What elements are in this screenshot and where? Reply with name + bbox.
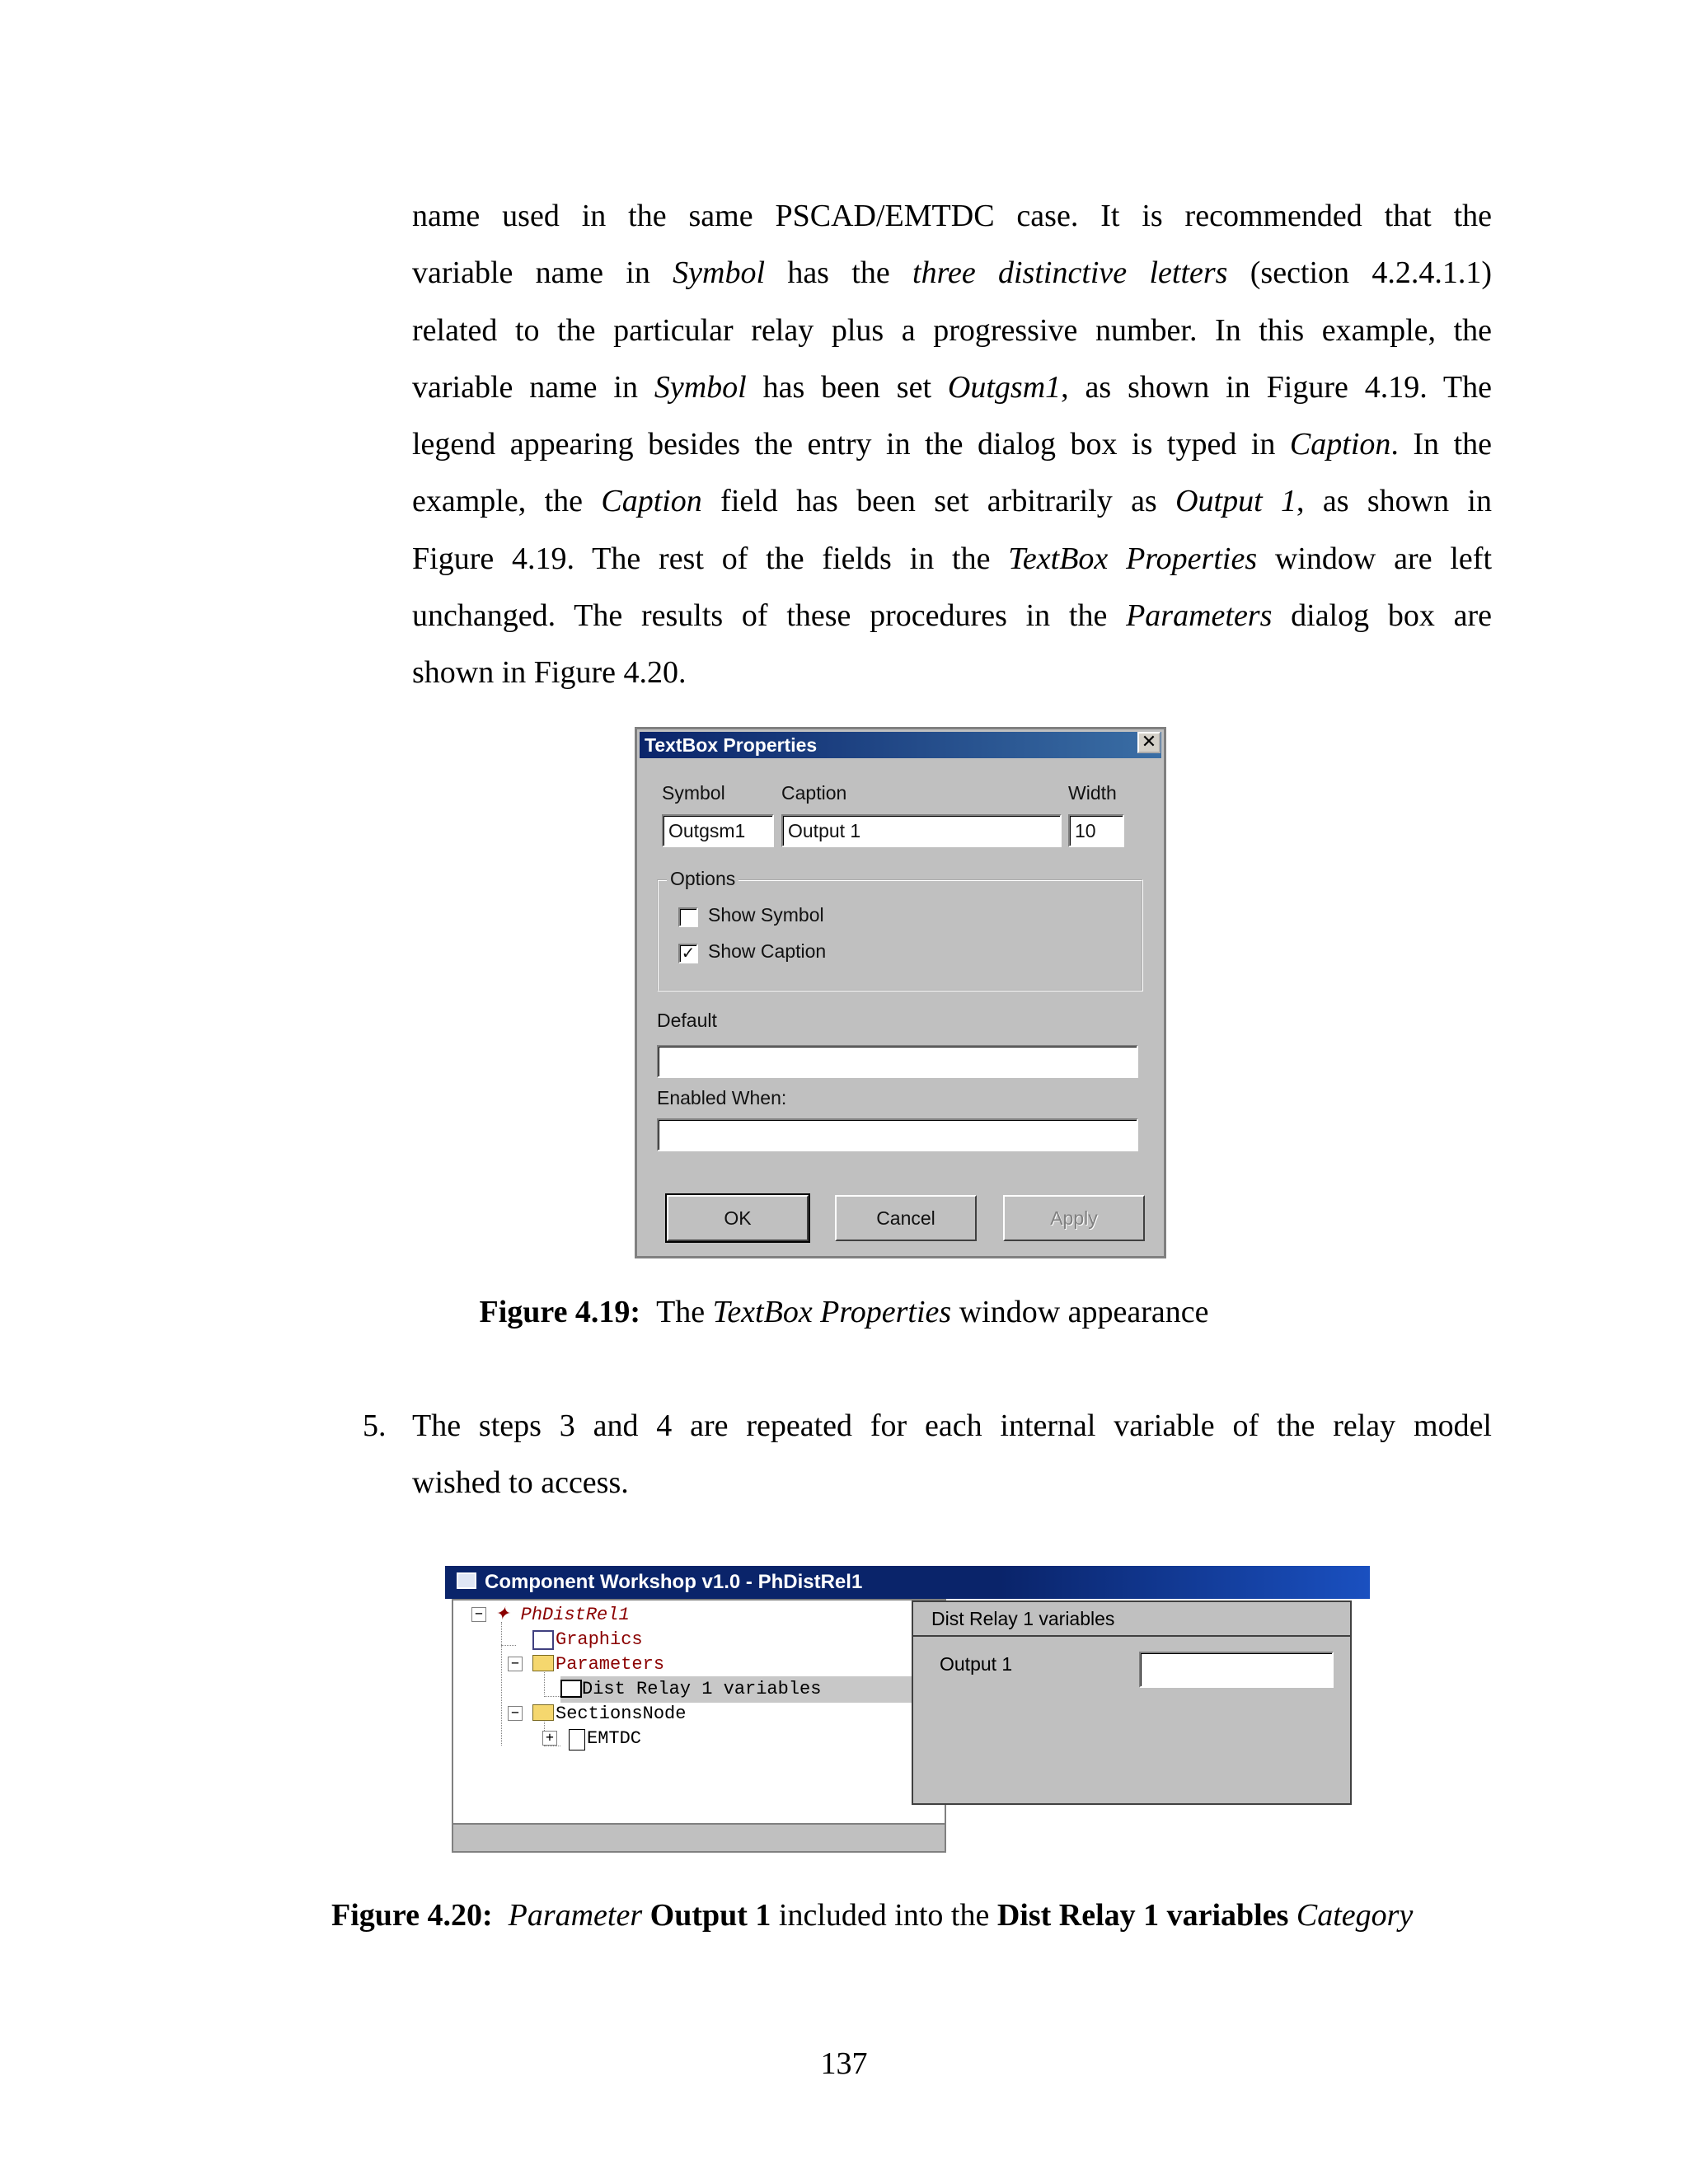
default-label: Default — [657, 1010, 717, 1031]
dialog-title: TextBox Properties — [645, 734, 818, 756]
category-panel — [912, 1601, 1352, 1805]
options-group — [657, 868, 1143, 991]
output-1-input[interactable] — [1139, 1652, 1334, 1688]
window-icon — [457, 1572, 476, 1589]
body-paragraph — [412, 188, 1492, 702]
paragraph-line: example, the Caption field has been set arbitrarily as Output 1, as shown in — [412, 484, 1492, 519]
paragraph-line: variable name in Symbol has the three distinctive letters (section 4.2.4.1.1) — [412, 255, 1493, 291]
paragraph-line: Figure 4.19. The rest of the fields in the TextBox Properties window are left — [412, 541, 1493, 576]
fig420-italic-2: Category — [1296, 1898, 1414, 1933]
page-number: 137 — [820, 2046, 868, 2081]
output-1-label: Output 1 — [940, 1653, 1013, 1675]
show-symbol-checkbox[interactable] — [678, 907, 698, 927]
paragraph-line: name used in the same PSCAD/EMTDC case. It is recommended that the — [412, 199, 1492, 233]
component-workshop-window — [445, 1564, 1370, 1853]
symbol-input[interactable]: Outgsm1 — [662, 814, 774, 847]
graphics-icon — [532, 1630, 554, 1650]
paragraph-line: legend appearing besides the entry in the dialog box is typed in Caption. In the — [412, 427, 1492, 462]
tree-root[interactable] — [495, 1602, 630, 1629]
tree-status-bar — [453, 1823, 945, 1851]
root-diamond-icon: ✦ — [495, 1605, 521, 1625]
figure-4-19-label: Figure 4.19: — [479, 1295, 641, 1329]
fig420-bold-2: Dist Relay 1 variables — [996, 1898, 1289, 1933]
category-header: Dist Relay 1 variables — [913, 1602, 1350, 1637]
caption-label: Caption — [781, 782, 847, 804]
category-icon — [560, 1680, 582, 1698]
folder-icon — [532, 1704, 554, 1721]
paragraph-line: unchanged. The results of these procedures in the Parameters dialog box are — [412, 598, 1492, 634]
symbol-label: Symbol — [662, 782, 725, 804]
tree-sections-node[interactable]: SectionsNode — [556, 1704, 687, 1724]
emtdc-expand-icon[interactable]: + — [542, 1731, 557, 1746]
figure-4-19-caption — [0, 1294, 1688, 1330]
ok-button[interactable]: OK — [667, 1195, 809, 1241]
step-5-line-2: wished to access. — [412, 1465, 629, 1500]
fig420-bold-1: Output 1 — [649, 1898, 771, 1933]
tree-emtdc[interactable]: EMTDC — [587, 1728, 642, 1749]
paragraph-line: related to the particular relay plus a progressive number. In this example, the — [412, 312, 1492, 348]
tree-parameters[interactable]: Parameters — [556, 1654, 665, 1675]
fig420-text-1: included into the — [771, 1898, 997, 1933]
enabled-when-input[interactable] — [657, 1118, 1138, 1151]
step-5-number: 5. — [363, 1408, 387, 1443]
width-input[interactable]: 10 — [1068, 814, 1124, 847]
enabled-when-label: Enabled When: — [657, 1087, 787, 1108]
sections-collapse-icon[interactable]: − — [508, 1706, 523, 1721]
width-label: Width — [1068, 782, 1117, 804]
figure-4-20-caption — [331, 1897, 1413, 1933]
figure-4-20-label: Figure 4.20: — [331, 1898, 493, 1933]
cancel-button[interactable]: Cancel — [835, 1195, 977, 1241]
component-tree — [452, 1599, 946, 1853]
tree-graphics[interactable]: Graphics — [556, 1629, 643, 1650]
caption-text-post: window appearance — [951, 1295, 1209, 1329]
paragraph-line: variable name in Symbol has been set Outgsm1, as shown in Figure 4.19. The — [412, 369, 1493, 405]
file-icon — [569, 1729, 585, 1750]
dialog-title-bar[interactable] — [640, 732, 1161, 758]
step-5-line-1: The steps 3 and 4 are repeated for each internal variable of the relay model — [412, 1408, 1492, 1443]
show-caption-label: Show Caption — [708, 940, 827, 962]
default-input[interactable] — [657, 1045, 1138, 1078]
show-symbol-label: Show Symbol — [708, 904, 824, 926]
apply-button[interactable]: Apply — [1003, 1195, 1145, 1241]
workshop-title-bar[interactable] — [445, 1566, 1370, 1599]
caption-text-italic: TextBox Properties — [712, 1295, 952, 1329]
parameters-collapse-icon[interactable]: − — [508, 1657, 523, 1671]
fig420-italic-1: Parameter — [508, 1898, 643, 1933]
tree-dist-relay-label: Dist Relay 1 variables — [582, 1679, 822, 1699]
close-icon[interactable]: ✕ — [1137, 732, 1160, 753]
options-legend: Options — [667, 868, 738, 890]
paragraph-line: shown in Figure 4.20. — [412, 655, 687, 691]
caption-input[interactable]: Output 1 — [781, 814, 1062, 847]
textbox-properties-dialog — [635, 727, 1166, 1258]
root-collapse-icon[interactable]: − — [471, 1607, 486, 1622]
tree-dist-relay-selected[interactable] — [560, 1676, 933, 1703]
show-caption-checkbox[interactable]: ✓ — [678, 944, 698, 963]
caption-text-pre: The — [656, 1295, 713, 1329]
tree-root-label: PhDistRel1 — [520, 1605, 630, 1625]
workshop-title: Component Workshop v1.0 - PhDistRel1 — [485, 1571, 863, 1593]
folder-icon — [532, 1655, 554, 1671]
